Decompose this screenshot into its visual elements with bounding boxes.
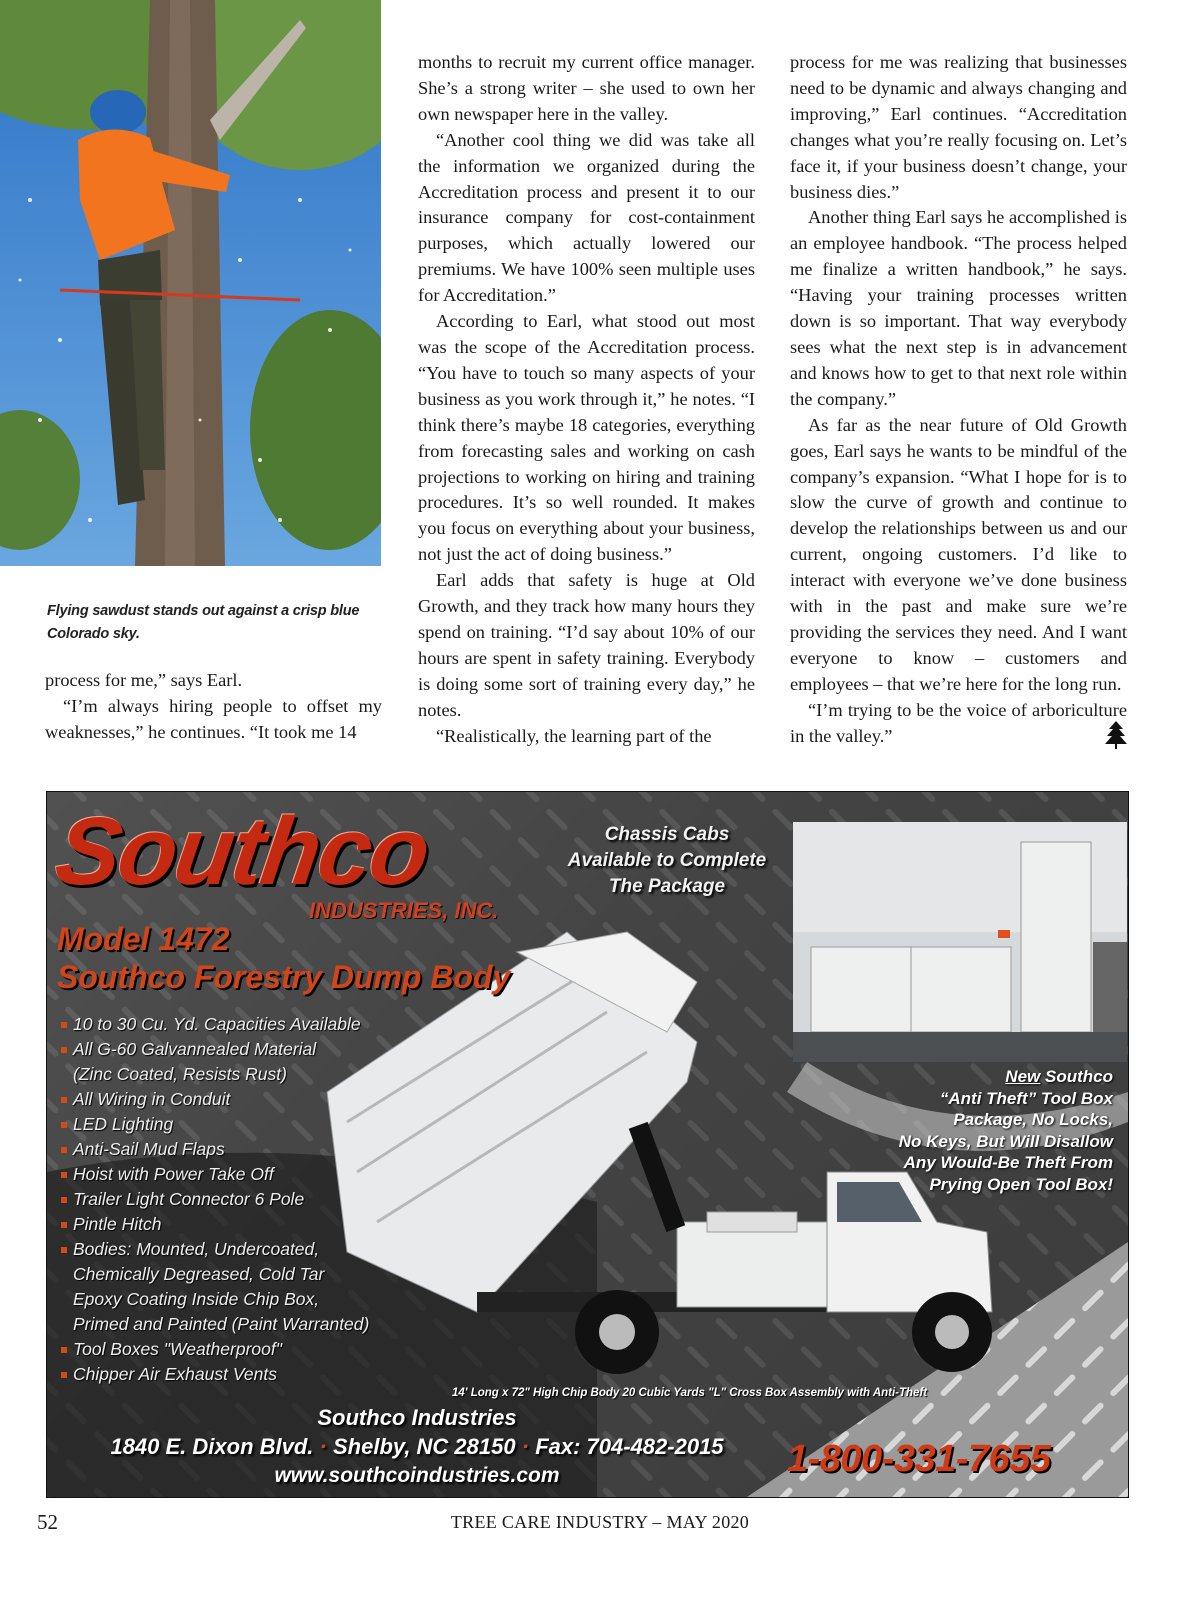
paragraph: process for me,” says Earl. — [45, 670, 243, 690]
chassis-cabs-text — [552, 822, 782, 900]
paragraph: According to Earl, what stood out most was the scope of the Accreditation process. “You have to touch so many aspects of your business as you work through it,” he notes. “I think there’s maybe 18 categories, everything from forecasting sales and working on cash projections to working on hiring and training procedures. It’s so well rounded. It makes you focus on everything about your business, not just the act of doing business.” — [418, 311, 755, 565]
new-line: “Anti Theft” Tool Box — [939, 1088, 1113, 1108]
separator-icon: · — [521, 1434, 530, 1459]
feature-item: Tool Boxes "Weatherproof" — [61, 1337, 373, 1362]
city-line: Shelby, NC 28150 — [333, 1434, 516, 1459]
chassis-line: The Package — [608, 876, 726, 897]
tree-icon — [1104, 721, 1128, 749]
dimensions-caption: 14' Long x 72" High Chip Body 20 Cubic Yards "L" Cross Box Assembly with Anti-Theft — [452, 1387, 928, 1399]
brand-logo: Southco — [49, 798, 435, 905]
arborist-photo — [0, 0, 381, 566]
feature-item: All G-60 Galvannealed Material (Zinc Coated, Resists Rust) — [61, 1037, 323, 1087]
feature-item: All Wiring in Conduit — [61, 1087, 373, 1112]
chassis-line: Chassis Cabs — [604, 824, 730, 845]
paragraph: “Realistically, the learning part of the — [436, 725, 712, 746]
website-link[interactable]: www.southcoindustries.com — [274, 1464, 560, 1487]
brand-subtitle: INDUSTRIES, INC. — [309, 898, 499, 923]
paragraph: “I’m trying to be the voice of arboriculture in the valley.” — [790, 699, 1127, 746]
new-line: Any Would-Be Theft From — [903, 1153, 1113, 1172]
article-column-3 — [790, 50, 1127, 749]
paragraph: “Another cool thing we did was take all the information we organized during the Accreditation process and present it to our insurance company for cost-containment purposes, which actually lowered our premiums. We have 100% seen multiple uses for Accreditation.” — [418, 129, 755, 306]
feature-item: Chipper Air Exhaust Vents — [61, 1362, 373, 1387]
feature-item: Anti-Sail Mud Flaps — [61, 1137, 373, 1162]
paragraph: process for me was realizing that businesses need to be dynamic and always changing and improving,” Earl continues. “Accreditation changes what you’re really focusing on. Let’s face it, if your business doesn’t change, your business dies.” — [790, 52, 1127, 202]
page-number: 52 — [37, 1510, 58, 1534]
street-address: 1840 E. Dixon Blvd. — [110, 1434, 314, 1459]
model-name: Southco Forestry Dump Body — [57, 959, 511, 995]
model-heading — [57, 920, 510, 996]
address-line — [87, 1432, 747, 1462]
new-line: Southco — [1045, 1067, 1113, 1086]
feature-item: Bodies: Mounted, Undercoated, Chemically Degreased, Cold Tar Epoxy Coating Inside Chip Box, Primed and Painted (Paint Warranted) — [61, 1237, 373, 1337]
new-line: Package, No Locks, — [953, 1110, 1113, 1129]
publication-footer: TREE CARE INDUSTRY – MAY 2020 — [450, 1512, 750, 1532]
feature-item: Trailer Light Connector 6 Pole — [61, 1187, 373, 1212]
contact-block — [87, 1404, 747, 1490]
article-column-1 — [45, 668, 382, 746]
new-line: Prying Open Tool Box! — [929, 1174, 1113, 1194]
model-number: Model 1472 — [57, 921, 230, 957]
phone-number[interactable]: 1-800-331-7655 — [787, 1438, 1051, 1480]
toolbox-photo — [793, 822, 1127, 1062]
feature-item: Hoist with Power Take Off — [61, 1162, 373, 1187]
new-line: No Keys, But Will Disallow — [898, 1131, 1113, 1151]
company-name: Southco Industries — [317, 1405, 517, 1430]
toolbox-photo-illustration — [793, 822, 1127, 1062]
fax-number: Fax: 704-482-2015 — [535, 1434, 724, 1459]
paragraph: “I’m always hiring people to offset my weaknesses,” he continues. “It took me 14 — [45, 695, 382, 742]
paragraph: As far as the near future of Old Growth goes, Earl says he wants to be mindful of the company’s expansion. “What I hope for is to slow the curve of growth and continue to develop the relationships between us and our current, ongoing customers. I’d like to interact with everyone we’ve done business with in the past and make sure we’re providing the services they need. And I want everyone to know – customers and employees – that we’re here for the long run. — [790, 414, 1127, 694]
feature-list — [61, 1012, 373, 1387]
article-column-2 — [418, 50, 755, 749]
paragraph: Another thing Earl says he accomplished is an employee handbook. “The process helped me finalize a written handbook,” he says. “Having your training processes written down is so important. That way everybody sees what the next step is in advancement and knows how to get to that next role within the company.” — [790, 207, 1127, 409]
separator-icon: · — [319, 1434, 327, 1459]
chassis-line: Available to Complete — [567, 850, 767, 871]
new-label: New — [1005, 1067, 1041, 1086]
southco-advertisement — [46, 791, 1129, 1498]
anti-theft-text — [867, 1066, 1113, 1195]
paragraph: Earl adds that safety is huge at Old Growth, and they track how many hours they spend on training. “I’d say about 10% of our hours are spent in safety training. Everybody is doing some sort of training every day,” he notes. — [418, 570, 755, 720]
feature-item: 10 to 30 Cu. Yd. Capacities Available — [61, 1012, 373, 1037]
photo-caption: Flying sawdust stands out against a crisp blue Colorado sky. — [47, 603, 360, 642]
feature-item: Pintle Hitch — [61, 1212, 373, 1237]
paragraph: months to recruit my current office manager. She’s a strong writer – she used to own her own newspaper here in the valley. — [418, 52, 755, 124]
arborist-photo-illustration — [0, 0, 381, 566]
feature-item: LED Lighting — [61, 1112, 373, 1137]
